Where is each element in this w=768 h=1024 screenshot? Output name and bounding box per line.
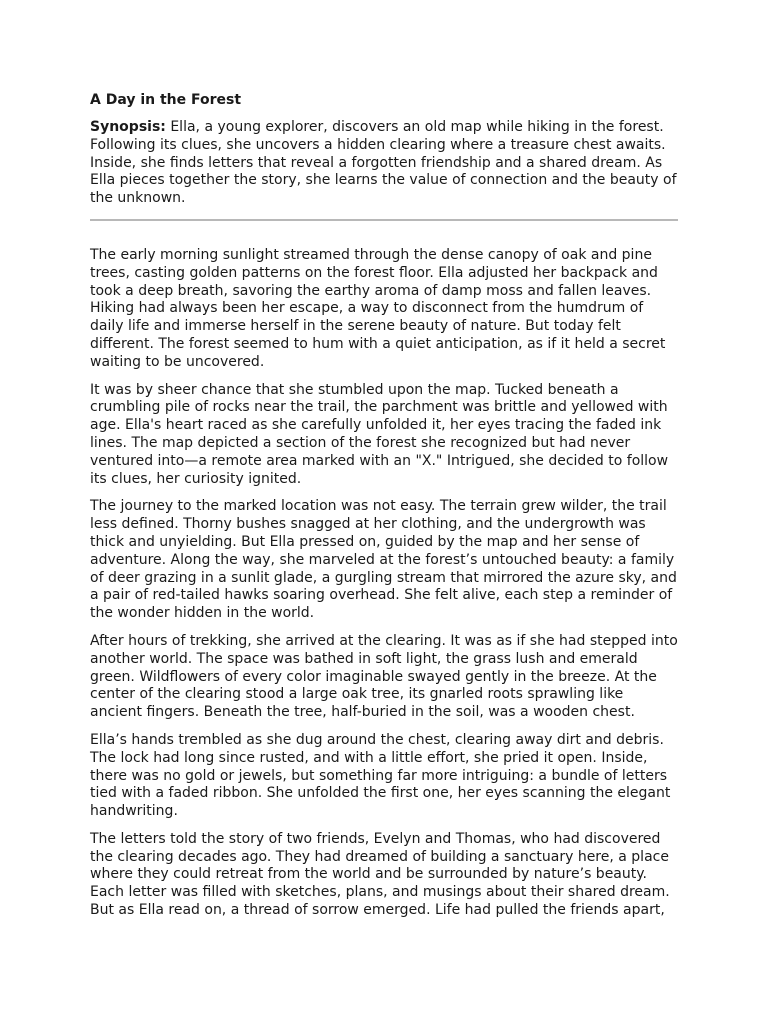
synopsis-text: Ella, a young explorer, discovers an old map while hiking in the forest. Following its clues, she uncovers a hidden clearing where a treasure chest awaits. Inside, she finds letters that reveal a forgotten friendship and a shared dream. As Ella pieces together the story, she learns the value of connection and the beauty of the unknown. bbox=[90, 119, 677, 207]
story-paragraph: The early morning sunlight streamed through the dense canopy of oak and pine trees, casting golden patterns on the forest floor. Ella adjusted her backpack and took a deep breath, savoring the earthy aroma of damp moss and fallen leaves. Hiking had always been her escape, a way to disconnect from the humdrum of daily life and immerse herself in the serene beauty of nature. But today felt different. The forest seemed to hum with a quiet anticipation, as if it held a secret waiting to be uncovered. bbox=[90, 246, 666, 370]
synopsis-label: Synopsis: bbox=[90, 119, 166, 135]
story-paragraph: After hours of trekking, she arrived at the clearing. It was as if she had stepped into another world. The space was bathed in soft light, the grass lush and emerald green. Wildflowers of every color imaginable swayed gently in the breeze. At the center of the clearing stood a large oak tree, its gnarled roots sprawling like ancient fingers. Beneath the tree, half-buried in the soil, was a wooden chest. bbox=[90, 632, 678, 721]
story-paragraph: It was by sheer chance that she stumbled upon the map. Tucked beneath a crumbling pile of rocks near the trail, the parchment was brittle and yellowed with age. Ella's heart raced as she carefully unfolded it, her eyes tracing the faded ink lines. The map depicted a section of the forest she recognized but had never ventured into—a remote area marked with an "X." Intrigued, she decided to follow its clues, her curiosity ignited. bbox=[90, 381, 669, 487]
story-body bbox=[90, 247, 678, 920]
story-paragraph: Ella’s hands trembled as she dug around the chest, clearing away dirt and debris. The lock had long since rusted, and with a little effort, she pried it open. Inside, there was no gold or jewels, but something far more intriguing: a bundle of letters tied with a faded ribbon. She unfolded the first one, her eyes scanning the elegant handwriting. bbox=[90, 731, 671, 820]
document-title: A Day in the Forest bbox=[90, 92, 242, 108]
story-paragraph: The journey to the marked location was not easy. The terrain grew wilder, the trail less defined. Thorny bushes snagged at her clothing, and the undergrowth was thick and unyielding. But Ella pressed on, guided by the map and her sense of adventure. Along the way, she marveled at the forest’s untouched beauty: a family of deer grazing in a sunlit glade, a gurgling stream that mirrored the azure sky, and a pair of red-tailed hawks soaring overhead. She felt alive, each step a reminder of the wonder hidden in the world. bbox=[90, 498, 677, 622]
section-divider bbox=[90, 219, 678, 221]
synopsis bbox=[90, 119, 678, 208]
story-paragraph: The letters told the story of two friends, Evelyn and Thomas, who had discovered the clearing decades ago. They had dreamed of building a sanctuary here, a place where they could retreat from the world and be surrounded by nature’s beauty. Each letter was filled with sketches, plans, and musings about their shared dream. But as Ella read on, a thread of sorrow emerged. Life had pulled the friends apart, bbox=[90, 830, 670, 919]
